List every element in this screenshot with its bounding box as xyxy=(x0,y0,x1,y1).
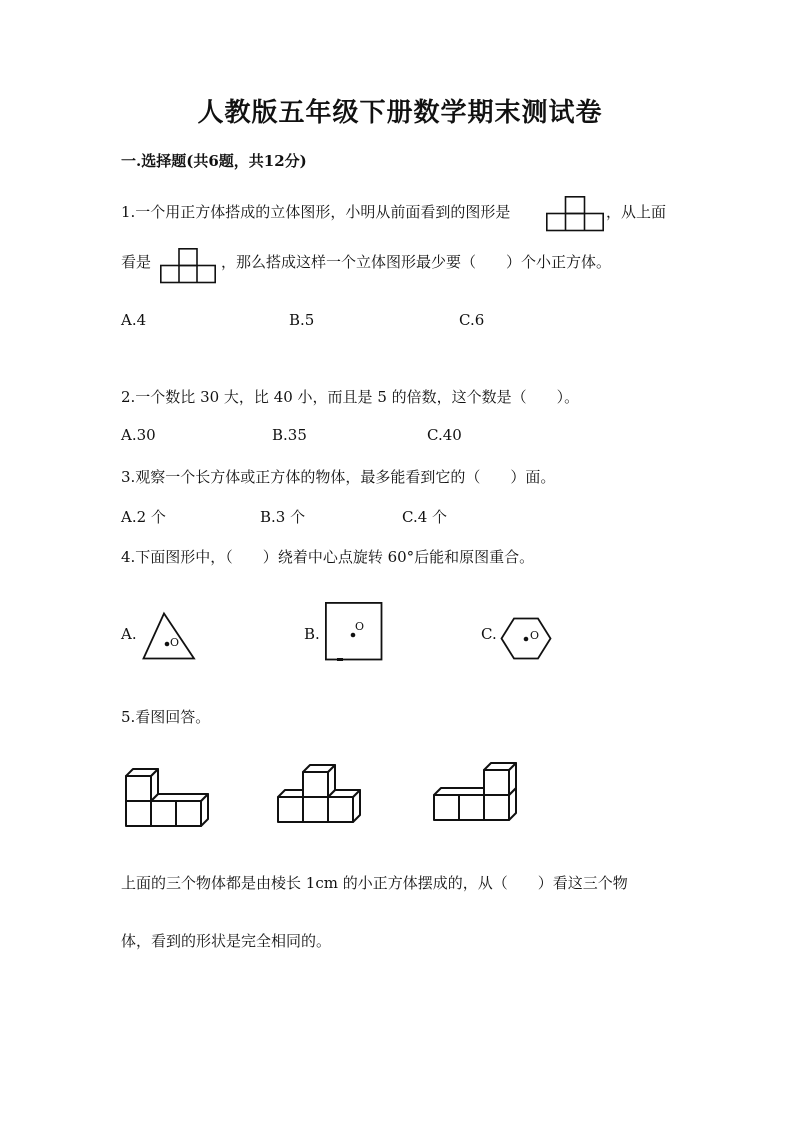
section-heading: 一.选择题(共6题，共12分) xyxy=(121,152,307,170)
q5-text: 5.看图回答。 xyxy=(121,708,211,726)
q4-hexagon-figure xyxy=(500,617,552,661)
q1-front-view-figure xyxy=(546,196,604,232)
q5-description-line1: 上面的三个物体都是由棱长 1cm 的小正方体摆成的，从（ ）看这三个物 xyxy=(121,874,628,892)
q1-text-part2: ，从上面 xyxy=(606,203,667,221)
q2-text: 2.一个数比 30 大，比 40 小，而且是 5 的倍数，这个数是（ ）。 xyxy=(121,388,580,406)
q3-option-a[interactable]: A.2 个 xyxy=(121,508,166,526)
q4-option-b[interactable]: B. xyxy=(304,625,320,643)
q1-text-part1: 1.一个用正方体搭成的立体图形，小明从前面看到的图形是 xyxy=(121,203,511,221)
q4-a-center-label: O xyxy=(170,636,180,649)
q3-option-b[interactable]: B.3 个 xyxy=(260,508,306,526)
q2-option-b[interactable]: B.35 xyxy=(272,426,307,444)
q3-option-c[interactable]: C.4 个 xyxy=(402,508,448,526)
q1-text-part3: 看是 xyxy=(121,253,152,271)
q5-solid-figure-1 xyxy=(124,764,216,828)
q4-square-figure xyxy=(325,602,383,662)
q1-option-a[interactable]: A.4 xyxy=(121,311,147,329)
q5-solid-figure-3 xyxy=(432,757,524,823)
q4-triangle-figure xyxy=(142,612,196,660)
q1-top-view-figure xyxy=(160,248,216,284)
q2-option-a[interactable]: A.30 xyxy=(121,426,156,444)
q1-text-part4: ，那么搭成这样一个立体图形最少要（ ）个小正方体。 xyxy=(221,253,612,271)
q5-description-line2: 体，看到的形状是完全相同的。 xyxy=(121,932,332,950)
q1-option-c[interactable]: C.6 xyxy=(459,311,485,329)
q2-option-c[interactable]: C.40 xyxy=(427,426,462,444)
q4-option-a[interactable]: A. xyxy=(121,625,137,643)
q4-text: 4.下面图形中，（ ）绕着中心点旋转 60°后能和原图重合。 xyxy=(121,548,535,566)
q5-solid-figure-2 xyxy=(276,759,368,825)
q1-option-b[interactable]: B.5 xyxy=(289,311,315,329)
q4-option-c[interactable]: C. xyxy=(481,625,497,643)
q4-b-center-label: O xyxy=(355,620,365,633)
page-title: 人教版五年级下册数学期末测试卷 xyxy=(197,98,603,128)
q4-c-center-label: O xyxy=(530,629,540,642)
q3-text: 3.观察一个长方体或正方体的物体，最多能看到它的（ ）面。 xyxy=(121,468,556,486)
